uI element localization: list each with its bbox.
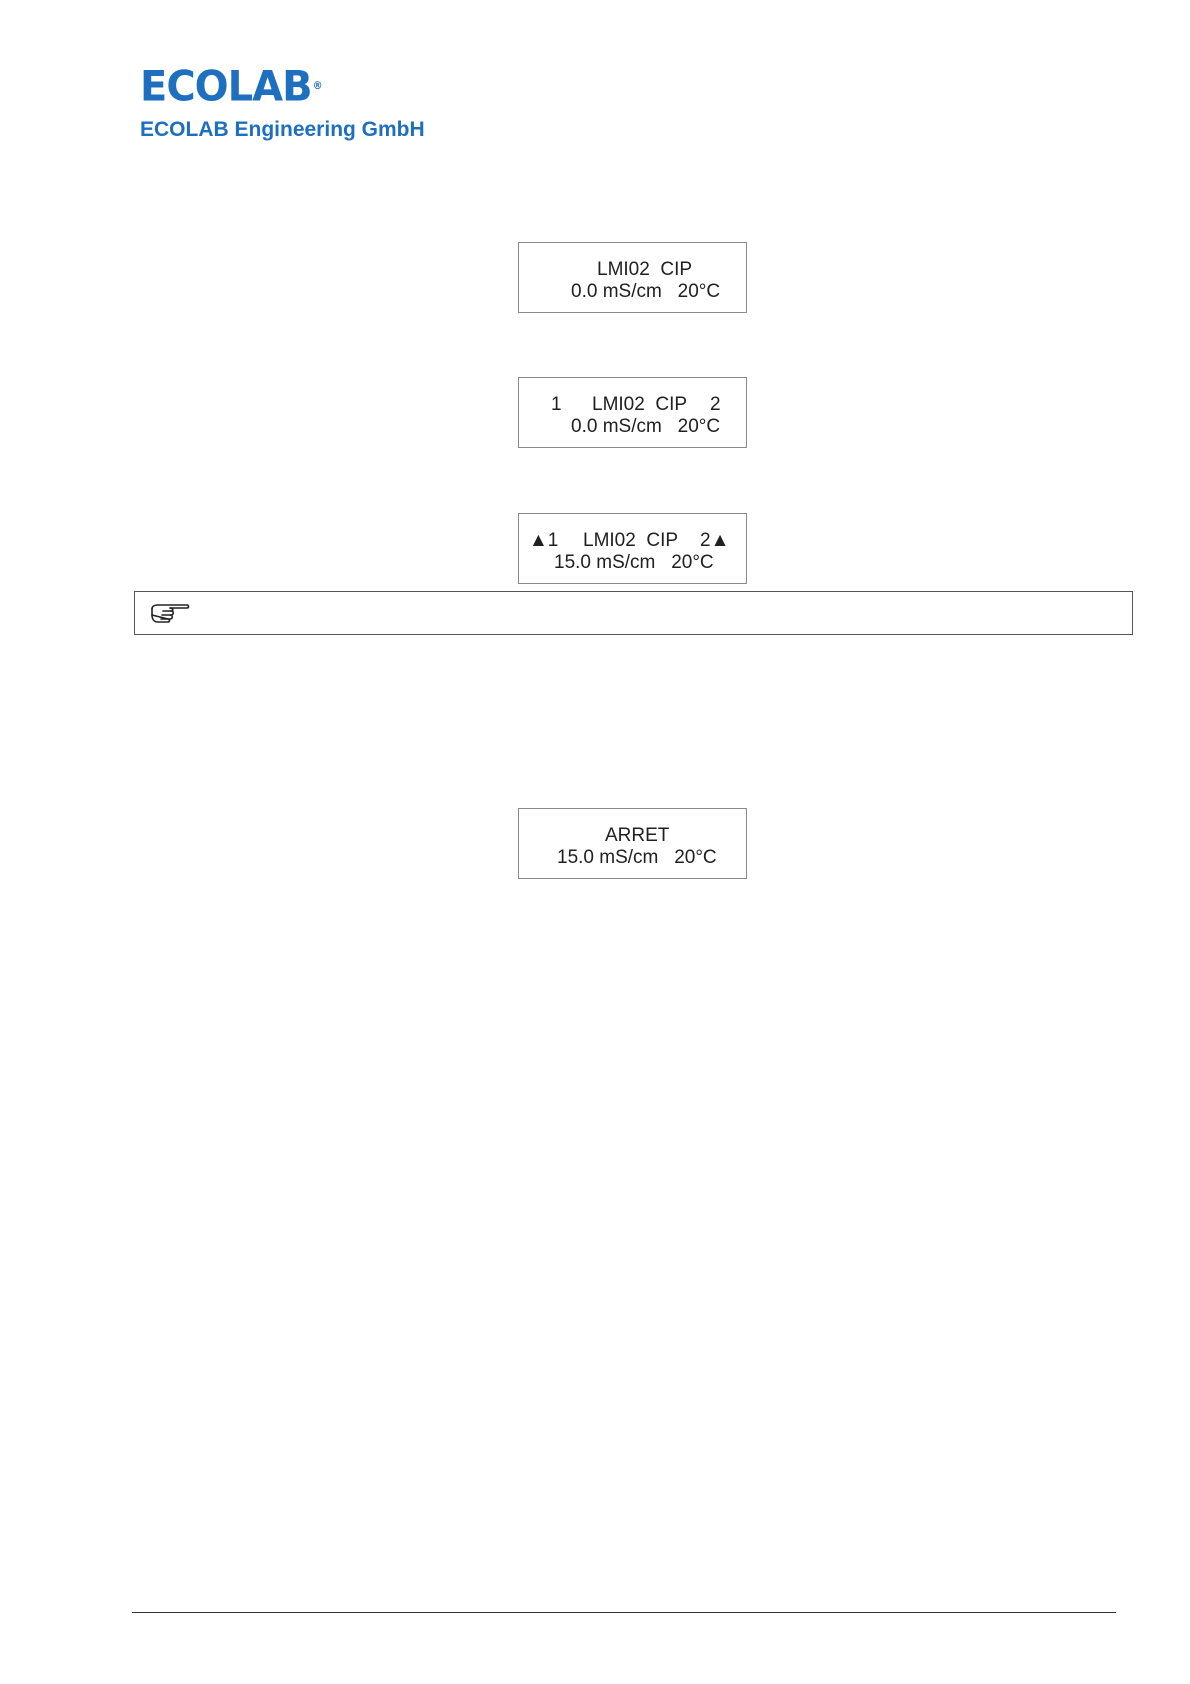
lcd-display-2 xyxy=(518,377,747,448)
display-left-indicator: 1 xyxy=(551,394,562,415)
display-line-2: 15.0 mS/cm 20°C xyxy=(554,552,714,573)
display-line-1: ARRET xyxy=(605,825,670,846)
company-name: ECOLAB Engineering GmbH xyxy=(140,118,425,141)
logo-wordmark xyxy=(140,62,425,112)
footer-divider xyxy=(132,1612,1116,1613)
display-line-2: 0.0 mS/cm 20°C xyxy=(571,416,721,437)
display-line-2: 15.0 mS/cm 20°C xyxy=(557,847,717,868)
logo-text: ECOLAB xyxy=(140,62,312,112)
ecolab-logo xyxy=(140,62,425,142)
display-line-1: LMI02 CIP xyxy=(592,394,688,415)
display-right-indicator: 2▲ xyxy=(700,530,730,551)
lcd-display-1 xyxy=(518,242,747,313)
lcd-display-3 xyxy=(518,513,747,584)
display-line-2: 0.0 mS/cm 20°C xyxy=(571,281,721,302)
registered-mark: ® xyxy=(312,80,323,93)
display-line-1: LMI02 CIP xyxy=(583,530,679,551)
display-line-1: LMI02 CIP xyxy=(597,259,693,280)
display-right-indicator: 2 xyxy=(710,394,721,415)
pointing-hand-icon xyxy=(149,601,191,630)
display-left-indicator: ▲1 xyxy=(529,530,559,551)
lcd-display-4 xyxy=(518,808,747,879)
note-box xyxy=(134,591,1133,635)
